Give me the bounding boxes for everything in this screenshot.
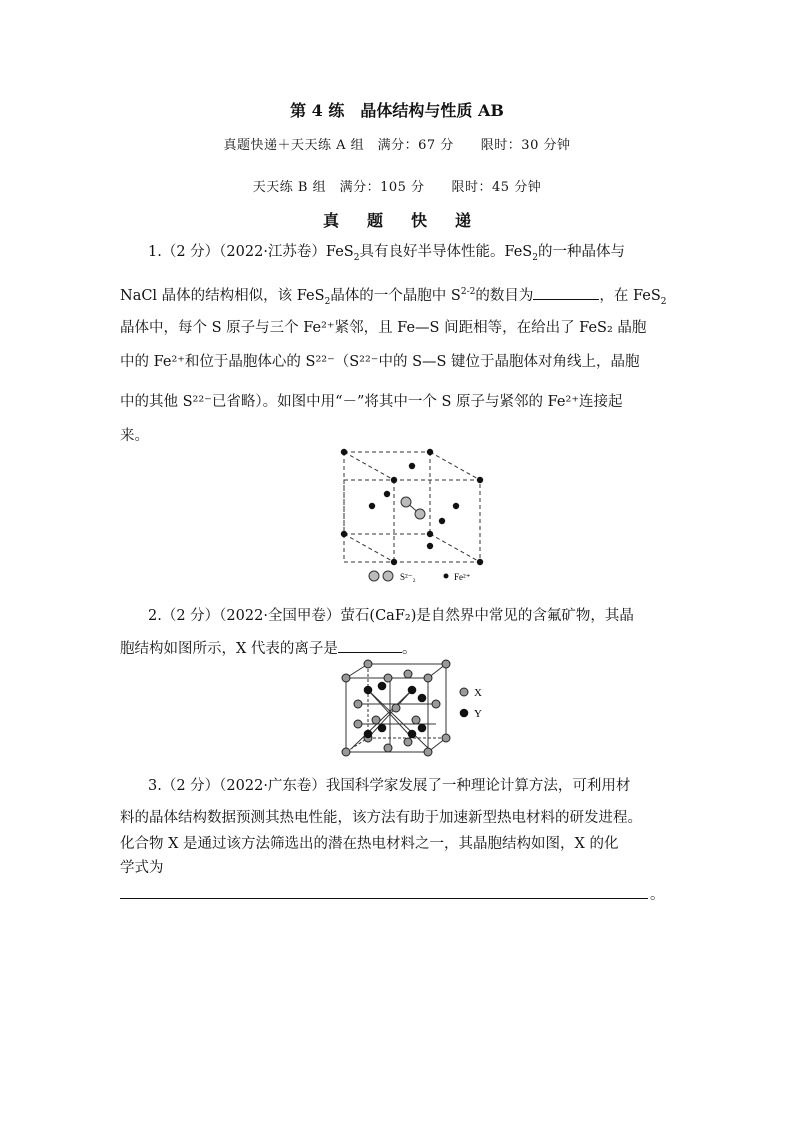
fe-ion bbox=[453, 503, 459, 509]
fe-ion bbox=[427, 543, 433, 549]
x-ion bbox=[442, 734, 450, 742]
fe-ion bbox=[369, 503, 375, 509]
fe-ion bbox=[391, 559, 397, 565]
q3-line-4: 学式为 bbox=[120, 860, 164, 876]
legend-y-symbol bbox=[460, 709, 469, 718]
y-ion bbox=[408, 686, 417, 695]
answer-blank-1[interactable] bbox=[533, 285, 599, 300]
y-ion bbox=[418, 724, 427, 733]
q3-end-mark: 。 bbox=[650, 887, 665, 903]
s2-ion-center bbox=[401, 497, 425, 519]
x-ion bbox=[442, 660, 450, 668]
score-time-info-b: 天天练 B 组 满分：105 分 限时：45 分钟 bbox=[252, 180, 542, 195]
fe-ion bbox=[477, 559, 483, 565]
x-ion bbox=[424, 674, 432, 682]
fe-ion bbox=[341, 531, 347, 537]
legend-fe-symbol bbox=[444, 574, 449, 579]
y-ion bbox=[408, 730, 417, 739]
fe-ion bbox=[427, 449, 433, 455]
x-ion bbox=[342, 748, 350, 756]
answer-blank-3[interactable] bbox=[120, 898, 648, 899]
caf2-unit-cell-figure bbox=[338, 658, 498, 758]
legend bbox=[369, 571, 471, 582]
fe-ion bbox=[391, 477, 397, 483]
q2-text: 胞结构如图所示，X 代表的离子是 bbox=[120, 641, 338, 657]
x-ion bbox=[384, 674, 392, 682]
fe-ion bbox=[439, 518, 445, 524]
y-ion bbox=[364, 686, 373, 695]
q1-text: 的数目为 bbox=[475, 288, 534, 304]
x-ion bbox=[364, 660, 372, 668]
fe-ion bbox=[427, 531, 433, 537]
q3-line-3: 化合物 X 是通过该方法筛选出的潜在热电材料之一，其晶胞结构如图，X 的化 bbox=[120, 836, 619, 852]
x-ion bbox=[404, 738, 412, 746]
fe-ion bbox=[341, 449, 347, 455]
fe-ion bbox=[384, 491, 390, 497]
q1-text: 1.（2 分）（2022·江苏卷）FeS bbox=[148, 244, 354, 260]
q3-line-1: 3.（2 分）（2022·广东卷）我国科学家发展了一种理论计算方法，可利用材 bbox=[148, 778, 631, 794]
q1-line-1 bbox=[148, 240, 708, 263]
section-heading: 真题快递 bbox=[322, 211, 499, 230]
q3-line-2: 料的晶体结构数据预测其热电性能，该方法有助于加速新型热电材料的研发进程。 bbox=[120, 810, 642, 826]
legend bbox=[460, 687, 482, 720]
q1-text: 具有良好半导体性能。FeS bbox=[359, 244, 533, 260]
y-ion bbox=[418, 694, 427, 703]
q1-line-4: 中的 Fe²⁺和位于晶胞体心的 S²²⁻（S²²⁻中的 S—S 键位于晶胞体对角线上，晶胞 bbox=[120, 354, 640, 370]
legend-s2-symbol bbox=[369, 571, 379, 581]
q1-text: NaCl 晶体的结构相似，该 FeS bbox=[120, 288, 325, 304]
y-ion bbox=[378, 724, 387, 733]
q1-text: ，在 FeS bbox=[599, 288, 661, 304]
x-ion bbox=[424, 748, 432, 756]
x-ion bbox=[354, 700, 362, 708]
y-ion bbox=[378, 682, 387, 691]
legend-s2-label: S²⁻₂ bbox=[400, 572, 416, 582]
q1-line-5: 中的其他 S²²⁻已省略）。如图中用“－”将其中一个 S 原子与紧邻的 Fe²⁺连接起 bbox=[120, 394, 623, 410]
q2-line-1: 2.（2 分）（2022·全国甲卷）萤石(CaF₂)是自然界中常见的含氟矿物，其晶 bbox=[148, 608, 634, 624]
page-title: 第 4 练 晶体结构与性质 AB bbox=[290, 101, 504, 120]
legend-y-label: Y bbox=[474, 708, 482, 720]
superscript: 2-2 bbox=[460, 287, 476, 298]
x-ion bbox=[372, 716, 380, 724]
legend-x-label: X bbox=[474, 687, 482, 699]
legend-fe-label: Fe²⁺ bbox=[454, 572, 471, 582]
x-ion bbox=[354, 720, 362, 728]
fe-ion bbox=[477, 477, 483, 483]
q1-line-3: 晶体中，每个 S 原子与三个 Fe²⁺紧邻，且 Fe—S 间距相等，在给出了 FeS₂ 晶胞 bbox=[120, 320, 647, 336]
fe-ion bbox=[409, 463, 415, 469]
q1-line-6: 来。 bbox=[120, 428, 149, 444]
legend-s2-symbol bbox=[383, 571, 393, 581]
q1-text: 晶体的一个晶胞中 S bbox=[330, 288, 461, 304]
score-time-info-a: 真题快递＋天天练 A 组 满分：67 分 限时：30 分钟 bbox=[223, 138, 571, 153]
x-ion bbox=[432, 700, 440, 708]
q1-line-2 bbox=[120, 284, 680, 307]
x-ion bbox=[404, 670, 412, 678]
q2-line-2 bbox=[120, 637, 680, 658]
fes2-unit-cell-figure bbox=[330, 444, 500, 584]
x-ion bbox=[342, 674, 350, 682]
y-ion bbox=[364, 730, 373, 739]
subscript: 2 bbox=[324, 296, 331, 307]
legend-x-symbol bbox=[460, 688, 468, 696]
x-ion bbox=[392, 704, 400, 712]
q2-text: 。 bbox=[401, 641, 417, 657]
subscript: 2 bbox=[353, 252, 360, 263]
subscript: 2 bbox=[660, 296, 667, 307]
q1-text: 的一种晶体与 bbox=[537, 244, 625, 260]
x-ion bbox=[412, 716, 420, 724]
x-ion bbox=[384, 744, 392, 752]
answer-blank-2[interactable] bbox=[338, 638, 402, 653]
subscript: 2 bbox=[532, 252, 538, 263]
